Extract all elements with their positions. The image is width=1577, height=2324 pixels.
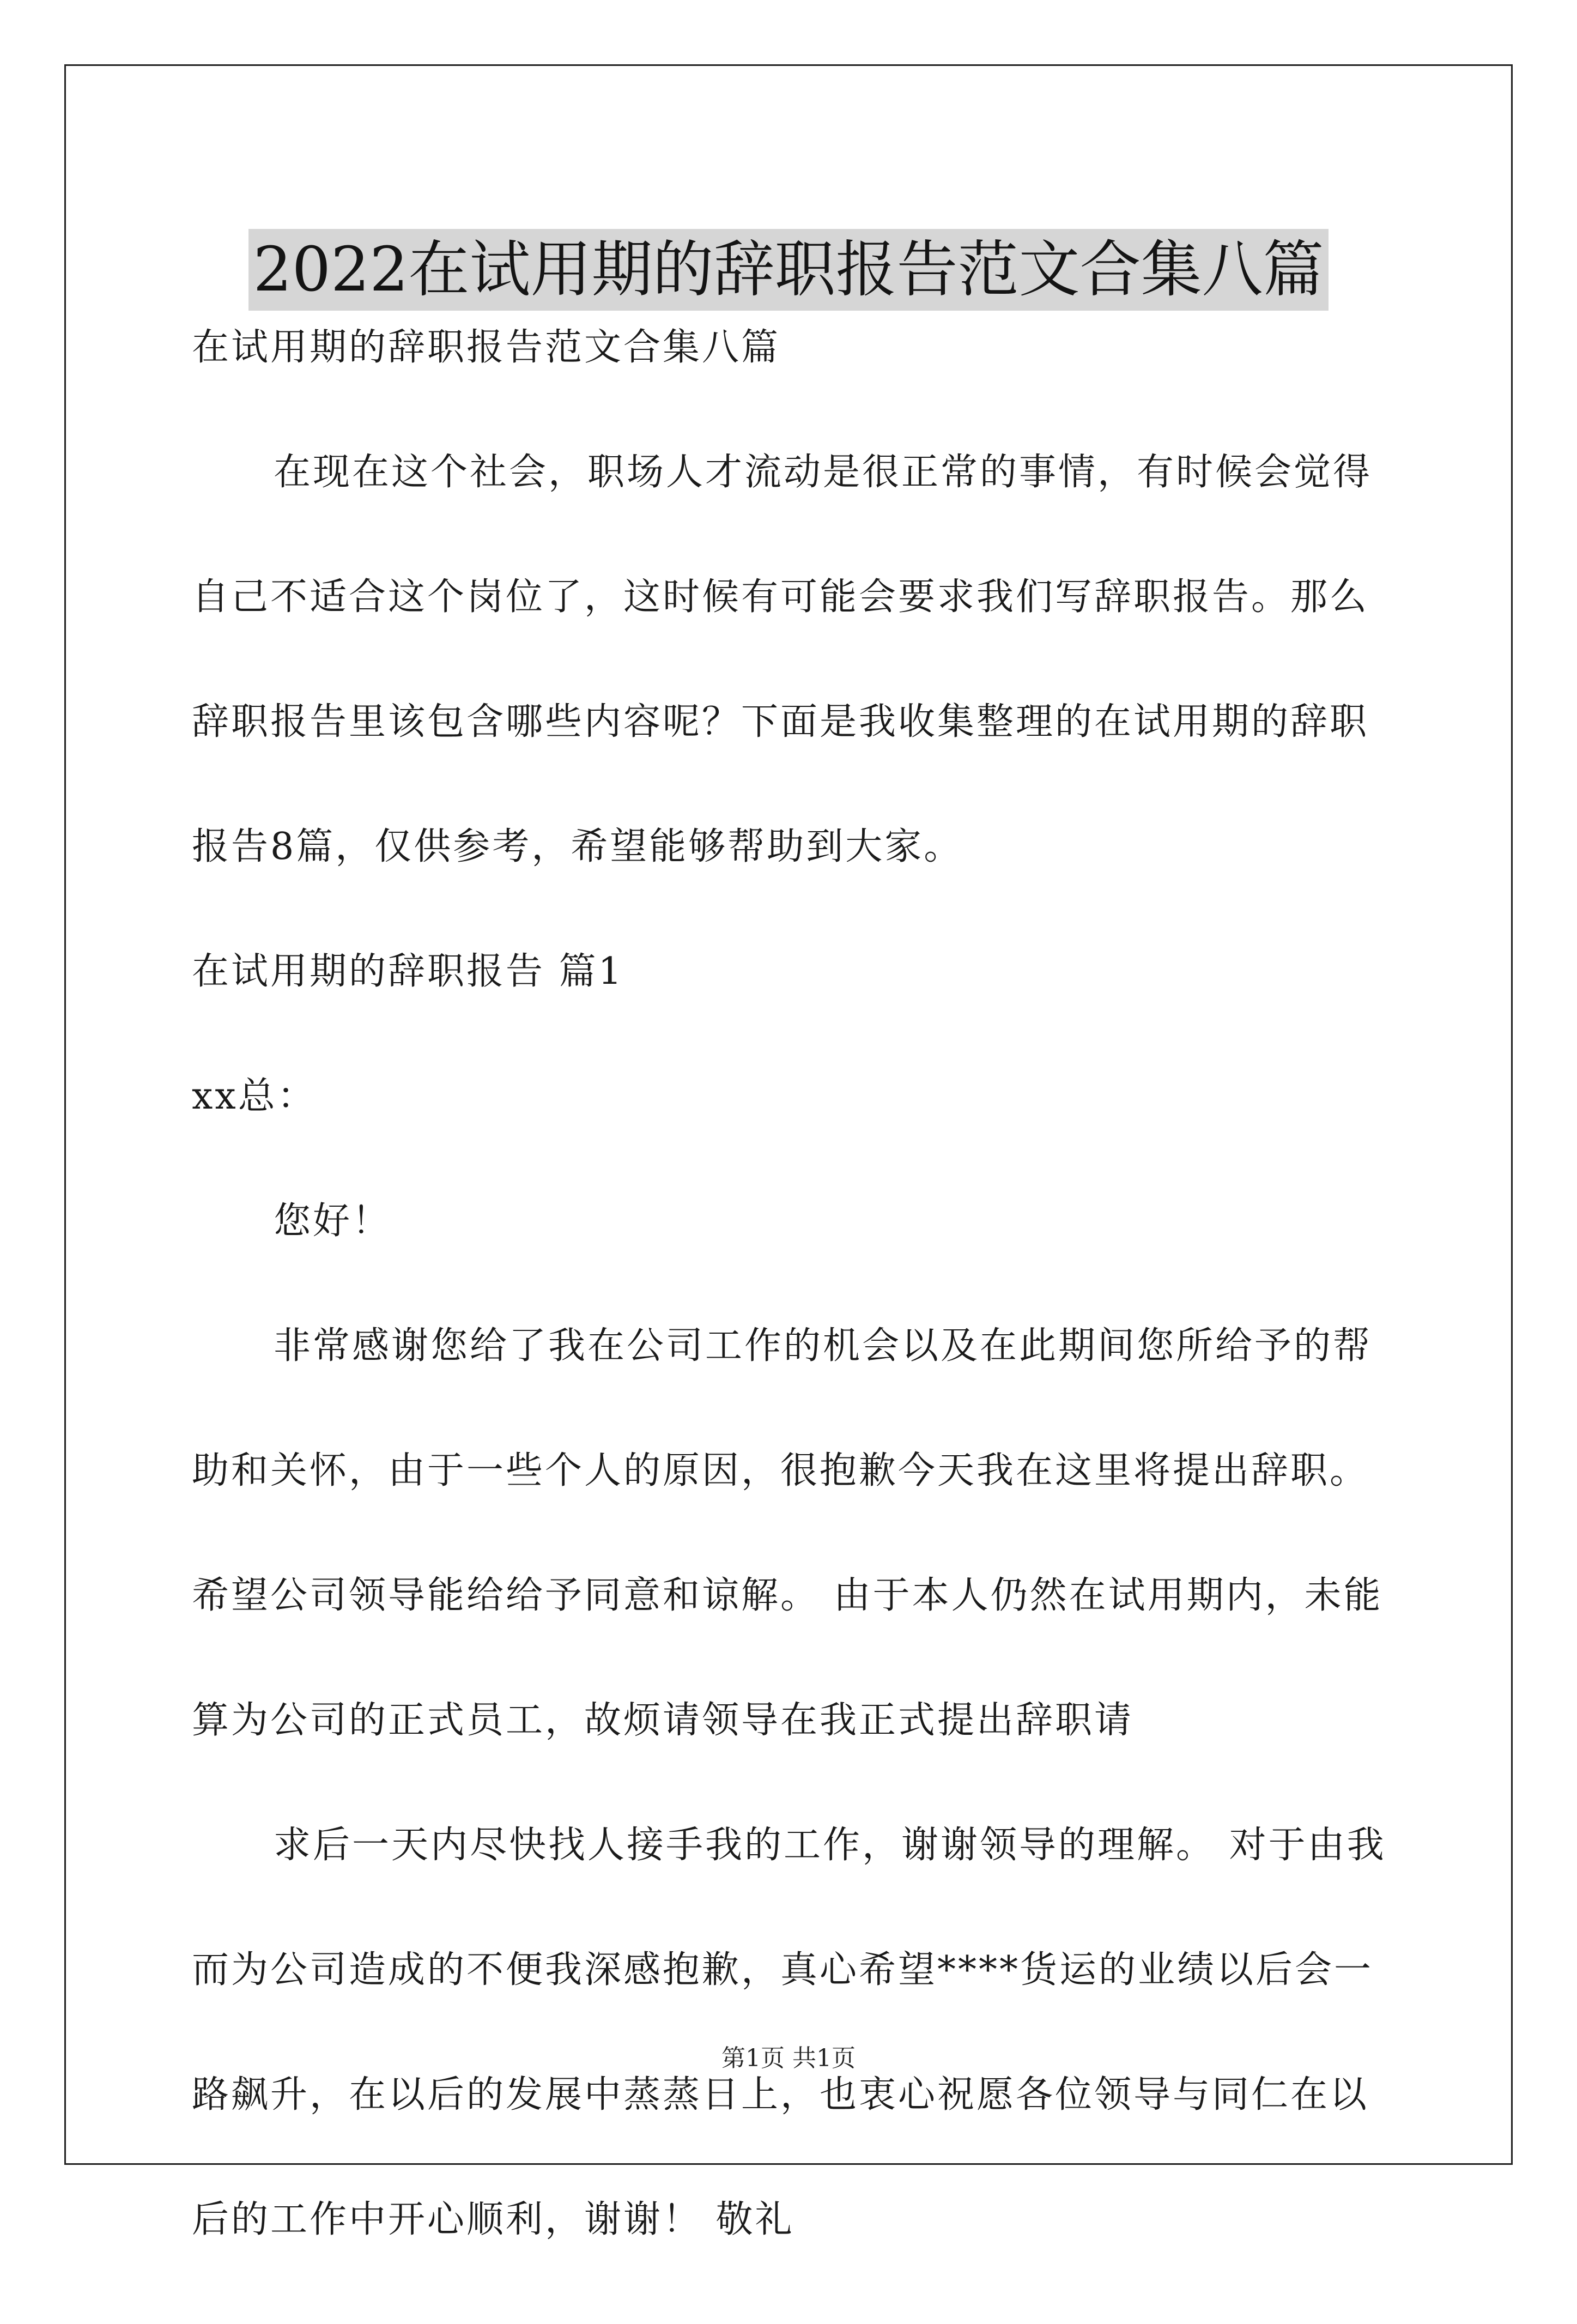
section-heading: 在试用期的辞职报告 篇1 <box>192 950 624 993</box>
subtitle-line: 在试用期的辞职报告范文合集八篇 <box>192 326 781 369</box>
paragraph-line: 辞职报告里该包含哪些内容呢？下面是我收集整理的在试用期的辞职 <box>192 700 1369 743</box>
paragraph-line: 助和关怀，由于一些个人的原因，很抱歉今天我在这里将提出辞职。 <box>192 1449 1369 1492</box>
paragraph-line: 后的工作中开心顺利，谢谢！ 敬礼 <box>192 2198 794 2241</box>
salutation-line: xx总： <box>192 1075 317 1118</box>
paragraph-line: 希望公司领导能给给予同意和谅解。 由于本人仍然在试用期内，未能 <box>192 1574 1383 1617</box>
document-body <box>192 327 1391 2324</box>
greeting-line: 您好！ <box>274 1200 392 1243</box>
paragraph-line: 报告8篇，仅供参考，希望能够帮助到大家。 <box>192 825 963 868</box>
paragraph-line: 算为公司的正式员工，故烦请领导在我正式提出辞职请 <box>192 1699 1134 1742</box>
paragraph-line: 自己不适合这个岗位了，这时候有可能会要求我们写辞职报告。那么 <box>192 576 1369 619</box>
paragraph-line: 求后一天内尽快找人接手我的工作，谢谢领导的理解。 对于由我 <box>274 1824 1386 1867</box>
paragraph-line: 在现在这个社会，职场人才流动是很正常的事情，有时候会觉得 <box>274 451 1373 494</box>
page-number-footer: 第1页 共1页 <box>721 2044 856 2072</box>
paragraph-line: 非常感谢您给了我在公司工作的机会以及在此期间您所给予的帮 <box>274 1324 1373 1367</box>
paragraph-line: 而为公司造成的不便我深感抱歉，真心希望****货运的业绩以后会一 <box>192 1948 1374 1992</box>
paragraph-line: 路飙升，在以后的发展中蒸蒸日上，也衷心祝愿各位领导与同仁在以 <box>192 2073 1369 2116</box>
document-title: 2022在试用期的辞职报告范文合集八篇 <box>248 229 1328 311</box>
